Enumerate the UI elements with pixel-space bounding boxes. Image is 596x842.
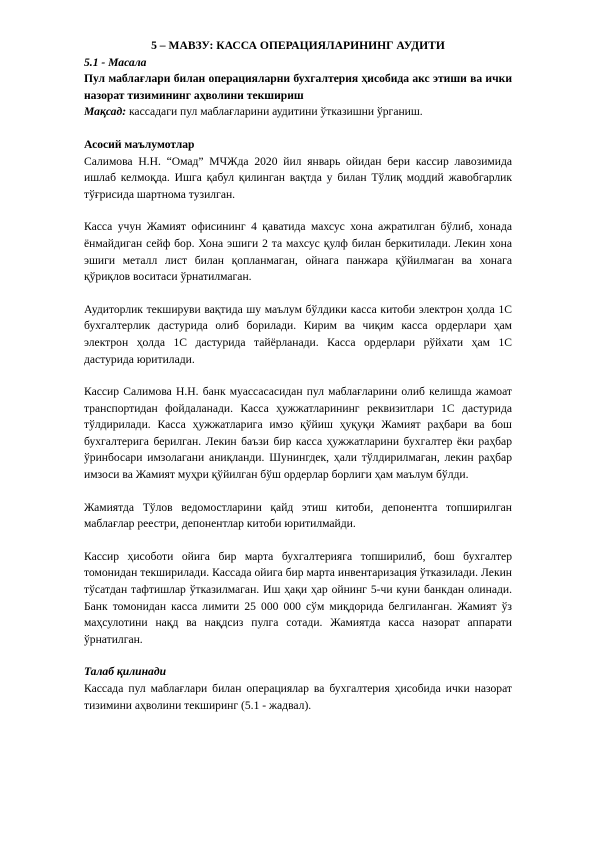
document-page [84, 38, 512, 714]
info-heading: Асосий маълумотлар [84, 137, 195, 151]
problem-number: 5.1 - Масала [84, 55, 147, 69]
paragraph: Касса учун Жамият офисининг 4 қаватида махсус хона ажратилган бўлиб, хонада ёнмайдиган сейф бор. Хона эшиги 2 та махсус қулф билан беркитилади. Лекин хона эшиги металл лист билан қопланмаган, ойнага панжара қўйилмаган ва хонага қўриқлов воситаси ўрнатилмаган. [84, 220, 512, 284]
paragraph: Аудиторлик текшируви вақтида шу маълум бўлдики касса китоби электрон ҳолда 1С бухгалтерлик дастурида олиб борилади. Кирим ва чиқим касса ордерлари ҳам электрон ҳолда 1С дастурида тайёрланади. Касса ордерлари рўйхати ҳам 1С дастурида юритилади. [84, 302, 512, 366]
page-title: 5 – МАВЗУ: КАССА ОПЕРАЦИЯЛАРИНИНГ АУДИТИ [151, 39, 445, 52]
paragraph: Кассир ҳисоботи ойига бир марта бухгалтерияга топширилиб, бош бухгалтер томонидан текширилади. Кассада ойига бир марта инвентаризация ўтказилади. Лекин тўсатдан тафтишлар ўтказилмаган. Иш ҳақи ҳар ойнинг 5-чи куни банкдан олинади. Банк томонидан касса лимити 25 000 000 сўм миқдорида белгиланган. Жамият ўз маҳсулотини нақд ва нақдсиз пулга сотади. Жамиятда касса назорат аппарати ўрнатилган. [84, 549, 512, 646]
task-text: Кассада пул маблағлари билан операциялар ва бухгалтерия ҳисобида ички назорат тизимини аҳволини текширинг (5.1 - жадвал). [84, 682, 512, 712]
paragraph: Жамиятда Тўлов ведомостларини қайд этиш китоби, депонентга топширилган маблағлар реестри, депонентлар китоби юритилмайди. [84, 500, 512, 531]
goal-line [84, 104, 512, 121]
paragraph: Салимова Н.Н. “Омад” МЧЖда 2020 йил январь ойидан бери кассир лавозимида ишлаб келмоқда. Ишга қабул қилинган вақтда у билан Тўлиқ моддий жавобгарлик тўғрисида шартнома тузилган. [84, 154, 512, 201]
goal-label: Мақсад: [84, 105, 127, 119]
problem-topic: Пул маблағлари билан операцияларни бухгалтерия ҳисобида акс этиши ва ички назорат тизимининг аҳволини текшириш [84, 72, 512, 102]
task-heading: Талаб қилинади [84, 665, 167, 679]
paragraph: Кассир Салимова Н.Н. банк муассасасидан пул маблағларини олиб келишда жамоат транспортидан фойдаланади. Касса ҳужжатларининг реквизитлари 1С дастурида тўлдирилади. Касса ҳужжатларига имзо қўйиш ҳуқуқи Жамият раҳбари ва бош бухгалтерига берилган. Лекин баъзи бир касса ҳужжатларини бухгалтер ёки раҳбар ўринбосари имзолагани аниқланди. Шунингдек, ҳали тўлдирилмаган, лекин раҳбар имзоси ва Жамият муҳри қўйилган бўш ордерлар борлиги ҳам маълум бўлди. [84, 385, 512, 482]
goal-text: кассадаги пул маблағларини аудитини ўтказишни ўрганиш. [126, 105, 423, 119]
